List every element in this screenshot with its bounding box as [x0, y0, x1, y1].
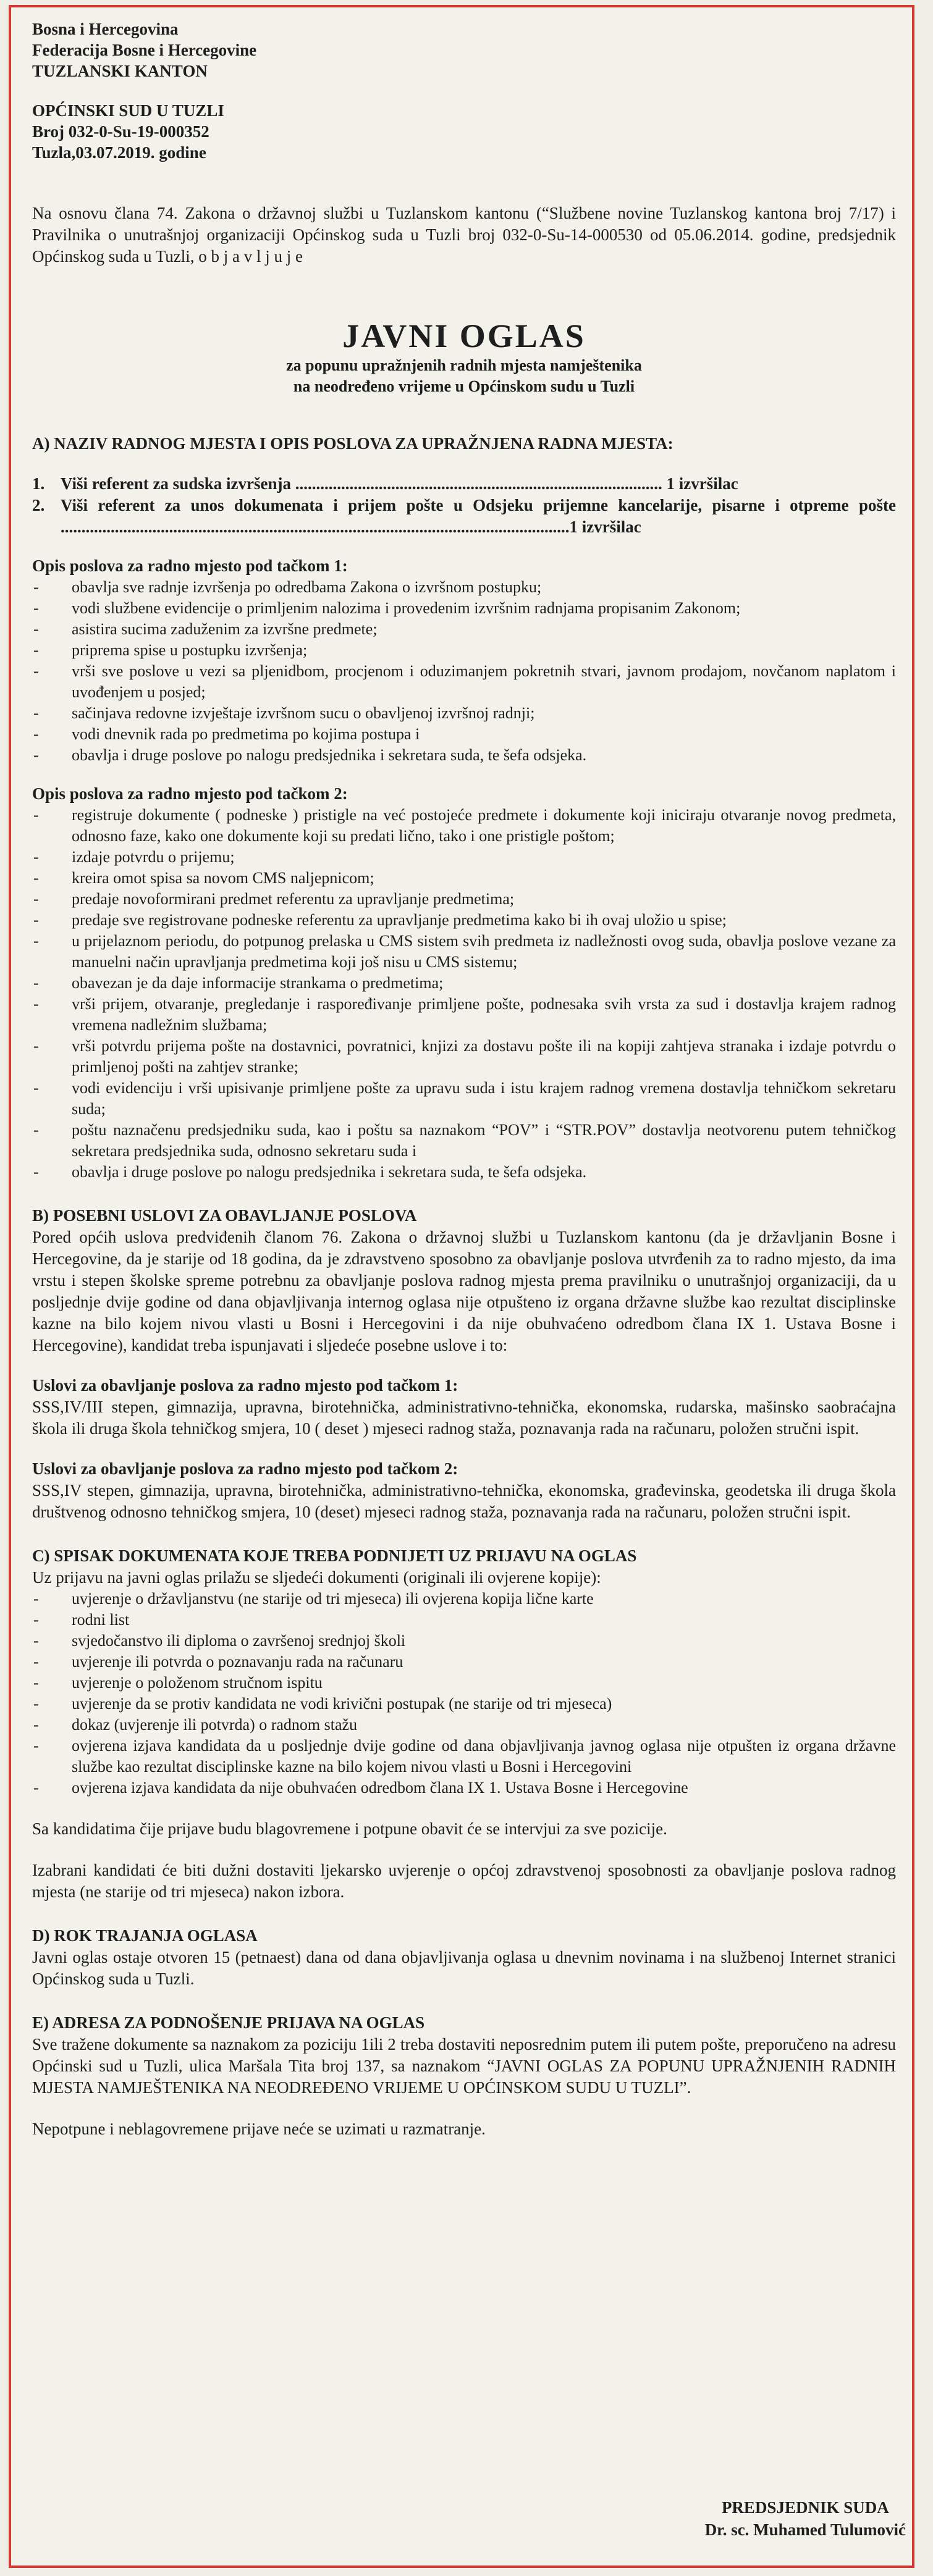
section-b-heading: B) POSEBNI USLOVI ZA OBAVLJANJE POSLOVA	[32, 1206, 417, 1225]
list-item: - sačinjava redovne izvještaje izvršnom sucu o obavljenoj izvršnoj radnji;	[32, 703, 896, 724]
list-item: - registruje dokumente ( podneske ) pristigle na već postojeće predmete i dokumente koji iniciraju otvaranje novog predmeta, odnosno faze, kako one dokumente koji su predati lično, tako i one pristigle poštom;	[32, 805, 896, 847]
list-item: - vodi evidenciju i vrši upisivanje primljene pošte za upravu suda i istu krajem radnog vremena dostavlja tehničkom sekretaru suda;	[32, 1078, 896, 1120]
medical-note: Izabrani kandidati će biti dužni dostaviti ljekarsko uvjerenje o općoj zdravstvenoj sposobnosti za obavljanje poslova radnog mjesta (ne starije od tri mjeseca) nakon izbora.	[32, 1861, 896, 1901]
list-item: - obavlja i druge poslove po nalogu predsjednika i sekretara suda, te šefa odsjeka.	[32, 1162, 896, 1183]
conditions-2-heading: Uslovi za obavljanje poslova za radno mjesto pod tačkom 2:	[32, 1459, 458, 1478]
section-e-heading: E) ADRESA ZA PODNOŠENJE PRIJAVA NA OGLAS	[32, 2013, 425, 2032]
header-number: Broj 032-0-Su-19-000352	[32, 122, 209, 141]
header-canton: TUZLANSKI KANTON	[32, 62, 208, 80]
list-item: - poštu naznačenu predsjedniku suda, kao i poštu sa naznakom “POV” i “STR.POV” dostavlja neotvorenu putem tehničkog sekretara predsjednika suda, odnosno sekretaru suda i	[32, 1120, 896, 1162]
list-item: - izdaje potvrdu o prijemu;	[32, 847, 896, 868]
notice-frame	[9, 5, 914, 2568]
list-item: - svjedočanstvo ili diploma o završenoj srednjoj školi	[32, 1630, 896, 1651]
list-item: - vrši potvrdu prijema pošte na dostavnici, povratnici, knjizi za dostavu pošte ili na kopiji zahtjeva stranaka i izdaje potvrdu o primljenoj pošti na zahtjev stranke;	[32, 1036, 896, 1078]
list-item: - uvjerenje da se protiv kandidata ne vodi krivični postupak (ne starije od tri mjeseca)	[32, 1693, 896, 1714]
header-date: Tuzla,03.07.2019. godine	[32, 143, 206, 162]
list-item: - asistira sucima zaduženim za izvršne predmete;	[32, 619, 896, 640]
header-court: OPĆINSKI SUD U TUZLI	[32, 101, 224, 120]
section-a-heading: A) NAZIV RADNOG MJESTA I OPIS POSLOVA ZA UPRAŽNJENA RADNA MJESTA:	[32, 434, 673, 453]
list-item: - kreira omot spisa sa novom CMS naljepnicom;	[32, 868, 896, 889]
signature-name: Dr. sc. Muhamed Tulumović	[704, 2520, 906, 2539]
header-country: Bosna i Hercegovina	[32, 20, 179, 38]
position-item	[32, 495, 896, 538]
duties-2-list	[32, 805, 896, 1183]
conditions-1-text: SSS,IV/III stepen, gimnazija, upravna, birotehnička, administrativno-tehnička, ekonomska, rudarska, mašinsko saobraćajna škola ili druga škola tehničkog smjera, 10 ( deset ) mjeseci radnog staža, poznavanja rada na računaru, položen stručni ispit.	[32, 1398, 896, 1438]
list-item: - ovjerena izjava kandidata da u posljednje dvije godine od dana objavljivanja javnog oglasa nije otpušten iz organa državne službe kao rezultat disciplinske kazne na bilo kojem nivou vlasti u Bosni i Hercegovini	[32, 1735, 896, 1777]
position-number: 2.	[32, 496, 45, 514]
list-item: - uvjerenje o državljanstvu (ne starije od tri mjeseca) ili ovjerena kopija lične karte	[32, 1588, 896, 1609]
position-item	[32, 473, 896, 495]
list-item: - vrši prijem, otvaranje, pregledanje i raspoređivanje primljene pošte, podnesaka svih vrsta za sud i dostavlja krajem radnog vremena nadležnim službama;	[32, 994, 896, 1036]
section-d-text: Javni oglas ostaje otvoren 15 (petnaest) dana od dana objavljivanja oglasa u dnevnim novinama i na službenoj Internet stranici Općinskog suda u Tuzli.	[32, 1948, 896, 1988]
list-item: - priprema spise u postupku izvršenja;	[32, 640, 896, 661]
position-number: 1.	[32, 474, 45, 493]
closing-note: Nepotpune i neblagovremene prijave neće se uzimati u razmatranje.	[32, 2120, 486, 2138]
position-title: Viši referent za sudska izvršenja ........................................................................................ 1 izvršilac	[61, 474, 738, 493]
list-item: - u prijelaznom periodu, do potpunog prelaska u CMS sistem svih predmeta iz nadležnosti ovog suda, obavlja poslove vezane za manuelni način upravljanja predmetima koji još nisu u CMS sistemu;	[32, 931, 896, 973]
section-d-heading: D) ROK TRAJANJA OGLASA	[32, 1926, 258, 1945]
subtitle-line-1: za popunu upražnjenih radnih mjesta namještenika	[286, 356, 642, 374]
list-item: - vodi službene evidencije o primljenim nalozima i provedenim izvršnim radnjama propisanim Zakonom;	[32, 598, 896, 619]
list-item: - rodni list	[32, 1609, 896, 1630]
notice-content	[32, 19, 896, 2140]
subtitle-line-2: na neodređeno vrijeme u Općinskom sudu u Tuzli	[293, 377, 635, 395]
list-item: - obavlja i druge poslove po nalogu predsjednika i sekretara suda, te šefa odsjeka.	[32, 745, 896, 766]
intro-paragraph: Na osnovu člana 74. Zakona o državnoj službi u Tuzlanskom kantonu (“Službene novine Tuzlanskog kantona broj 7/17) i Pravilnika o unutrašnjoj organizaciji Općinskog suda u Tuzli broj 032-0-Su-14-000530 od 05.06.2014. godine, predsjednik Općinskog suda u Tuzli, o b j a v l j u j e	[32, 204, 896, 266]
documents-list	[32, 1588, 896, 1798]
duties-1-heading: Opis poslova za radno mjesto pod tačkom 1:	[32, 556, 348, 575]
list-item: - ovjerena izjava kandidata da nije obuhvaćen odredbom člana IX 1. Ustava Bosne i Hercegovine	[32, 1777, 896, 1798]
interview-note: Sa kandidatima čije prijave budu blagovremene i potpune obavit će se intervjui za sve pozicije.	[32, 1819, 667, 1838]
section-b-text: Pored općih uslova predviđenih članom 76. Zakona o državnoj službi u Tuzlanskom kantonu (da je državljanin Bosne i Hercegovine, da je starije od 18 godina, da je zdravstveno sposobno za obavljanje poslova utvrđenih za to radno mjesto, da ima vrstu i stepen školske spreme potrebnu za obavljanje poslova radnog mjesta prema pravilniku o unutrašnjoj organizaciji, da u posljednje dvije godine od dana objavljivanja internog oglasa nije otpušteno iz organa državne službe kao rezultat disciplinske kazne na bilo kojem nivou vlasti u Bosni i Hercegovini i da nije obuhvaćeno odredbom člana IX 1. Ustava Bosne i Hercegovine), kandidat treba ispunjavati i sljedeće posebne uslove i to:	[32, 1228, 896, 1354]
list-item: - predaje sve registrovane podneske referentu za upravljanje predmetima kako bi ih ovaj uložio u spise;	[32, 910, 896, 931]
header-federation: Federacija Bosne i Hercegovine	[32, 41, 257, 59]
conditions-1-heading: Uslovi za obavljanje poslova za radno mjesto pod tačkom 1:	[32, 1376, 458, 1395]
duties-2-heading: Opis poslova za radno mjesto pod tačkom 2:	[32, 784, 348, 803]
list-item: - predaje novoformirani predmet referentu za upravljanje predmetima;	[32, 889, 896, 910]
list-item: - dokaz (uvjerenje ili potvrda) o radnom stažu	[32, 1714, 896, 1735]
list-item: - uvjerenje ili potvrda o poznavanju rada na računaru	[32, 1651, 896, 1672]
duties-1-list	[32, 577, 896, 766]
signature-role: PREDSJEDNIK SUDA	[721, 2498, 889, 2517]
list-item: - vrši sve poslove u vezi sa pljenidbom, procjenom i oduzimanjem pokretnih stvari, javnom prodajom, novčanom naplatom i uvođenjem u posjed;	[32, 661, 896, 703]
positions-list	[32, 473, 896, 538]
page-title: JAVNI OGLAS	[342, 317, 586, 355]
position-title: Viši referent za unos dokumenata i prijem pošte u Odsjeku prijemne kancelarije, pisarne i otpreme pošte ..........................................................................................................................1 izvršilac	[61, 496, 896, 536]
list-item: - obavezan je da daje informacije strankama o predmetima;	[32, 973, 896, 994]
section-e-text: Sve tražene dokumente sa naznakom za poziciju 1ili 2 treba dostaviti neposrednim putem ili putem pošte, preporučeno na adresu Općinski sud u Tuzli, ulica Maršala Tita broj 137, sa naznakom “JAVNI OGLAS ZA POPUNU UPRAŽNJENIH RADNIH MJESTA NAMJEŠTENIKA NA NEODREĐENO VRIJEME U OPĆINSKOM SUDU U TUZLI”.	[32, 2035, 896, 2097]
section-c-intro: Uz prijavu na javni oglas prilažu se sljedeći dokumenti (originali ili ovjerene kopije):	[32, 1568, 601, 1587]
list-item: - uvjerenje o položenom stručnom ispitu	[32, 1672, 896, 1693]
conditions-2-text: SSS,IV stepen, gimnazija, upravna, birotehnička, administrativno-tehnička, ekonomska, građevinska, geodetska ili druga škola društvenog odnosno tehničkog smjera, 10 (deset) mjeseci radnog staža, poznavanja rada na računaru, položen stručni ispit.	[32, 1481, 896, 1521]
list-item: - vodi dnevnik rada po predmetima po kojima postupa i	[32, 724, 896, 745]
list-item: - obavlja sve radnje izvršenja po odredbama Zakona o izvršnom postupku;	[32, 577, 896, 598]
section-c-heading: C) SPISAK DOKUMENATA KOJE TREBA PODNIJETI UZ PRIJAVU NA OGLAS	[32, 1546, 637, 1565]
signature-block	[705, 2496, 906, 2541]
